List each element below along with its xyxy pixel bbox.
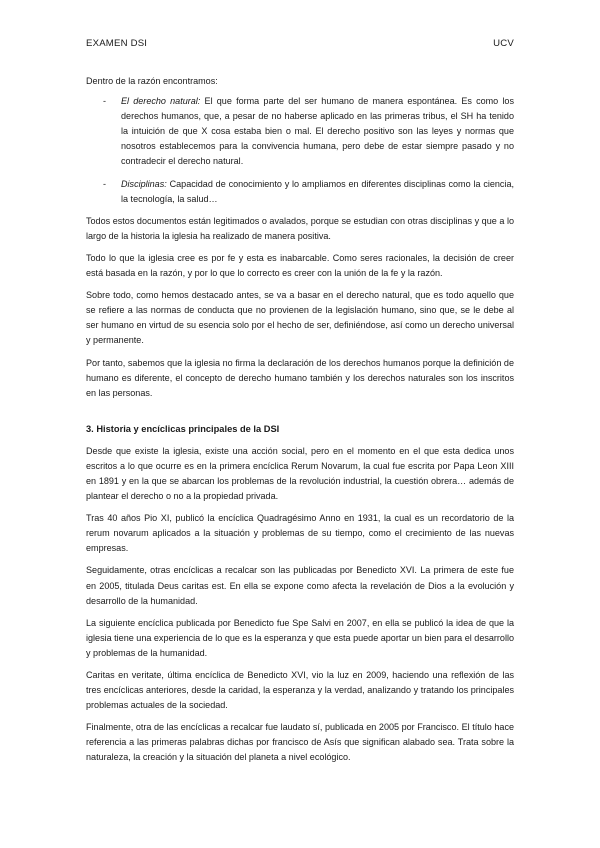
body-paragraph: Por tanto, sabemos que la iglesia no firma la declaración de los derechos humanos porque la definición de humano es diferente, el concepto de derecho humano también y los derechos naturales son los inscritos en las personas. bbox=[86, 357, 514, 398]
body-paragraph: Desde que existe la iglesia, existe una acción social, pero en el momento en el que esta dedica unos escritos a lo que ocurre es en la primera encíclica Rerum Novarum, la cual fue escrita por Papa Leon XIII en 1891 y en la que se abarcan los problemas de la revolución industrial, la cuestión obrera… además de plantear el derecho o no a la propiedad privada. bbox=[86, 445, 514, 502]
bullet-dash: - bbox=[103, 96, 107, 107]
list-item-term: El derecho natural: bbox=[121, 96, 201, 107]
body-paragraph: Tras 40 años Pio XI, publicó la encíclica Quadragésimo Anno en 1931, la cual es un recordatorio de la rerum novarum aplicados a la situación y problemas de su tiempo, como el crecimiento de las nuevas empresas. bbox=[86, 513, 514, 554]
section-heading: 3. Historia y encíclicas principales de la DSI bbox=[86, 423, 280, 434]
page-header bbox=[86, 38, 514, 52]
body-paragraph: La siguiente encíclica publicada por Benedicto fue Spe Salvi en 2007, en ella se publicó la idea de que la iglesia tiene una experiencia de lo que es la esperanza y que esta puede aportar un bien para el desarrollo y problemas de la humanidad. bbox=[86, 617, 515, 658]
header-right-title: UCV bbox=[493, 38, 514, 49]
list-item-text: Capacidad de conocimiento y lo ampliamos en diferentes disciplinas como la ciencia, la tecnología, la salud… bbox=[121, 178, 514, 204]
body-paragraph: Sobre todo, como hemos destacado antes, se va a basar en el derecho natural, que es todo aquello que se refiere a las normas de conducta que no provienen de la legislación humano, sino que, se le debe al ser humano en virtud de su esencia solo por el hecho de ser, definiéndose, así como un derecho universal y permanente. bbox=[86, 290, 514, 346]
body-paragraph: Seguidamente, otras encíclicas a recalcar son las publicadas por Benedicto XVI. La primera de este fue en 2005, titulada Deus caritas est. En ella se expone como afecta la revelación de Dios a la evolución y desarrollo de la humanidad. bbox=[86, 565, 514, 606]
body-paragraph: Todo lo que la iglesia cree es por fe y esta es inabarcable. Como seres racionales, la decisión de creer está basada en la razón, y por lo que lo correcto es creer con la unión de la fe y la razón. bbox=[86, 252, 514, 279]
list-item-text: El que forma parte del ser humano de manera espontánea. Es como los derechos humanos, que, a pesar de no haberse aplicado en las primeras tribus, el SH ha tenido la intuición de que X cosa estaba bien o mal. El derecho positivo son las leyes y normas que nosotros establecemos para la convivencia humana, pero debe de estar siempre pasado y no contradecir el derecho natural. bbox=[121, 96, 514, 167]
document-body bbox=[86, 74, 514, 766]
body-paragraph: Todos estos documentos están legitimados o avalados, porque se estudian con otras disciplinas y que a lo largo de la historia la iglesia ha realizado de manera positiva. bbox=[86, 215, 514, 241]
intro-paragraph: Dentro de la razón encontramos: bbox=[86, 76, 218, 86]
list-item bbox=[86, 177, 514, 207]
body-paragraph: Caritas en veritate, última encíclica de Benedicto XVI, vio la luz en 2009, haciendo una reflexión de las tres encíclicas anteriores, desde la caridad, la esperanza y la verdad, analizando y tratando los principales problemas actuales de la sociedad. bbox=[86, 670, 514, 711]
list-item-term: Disciplinas: bbox=[121, 178, 167, 189]
header-left-title: EXAMEN DSI bbox=[86, 38, 148, 49]
body-paragraph: Finalmente, otra de las encíclicas a recalcar fue laudato sí, publicada en 2005 por Francisco. El título hace referencia a las primeras palabras dichas por francisco de Asís que significan alabado sea. Trata sobre la naturaleza, la creación y la situación del planeta a nivel ecológico. bbox=[86, 722, 514, 763]
list-item bbox=[86, 94, 514, 169]
bullet-dash: - bbox=[103, 178, 107, 189]
reason-list bbox=[86, 94, 514, 207]
